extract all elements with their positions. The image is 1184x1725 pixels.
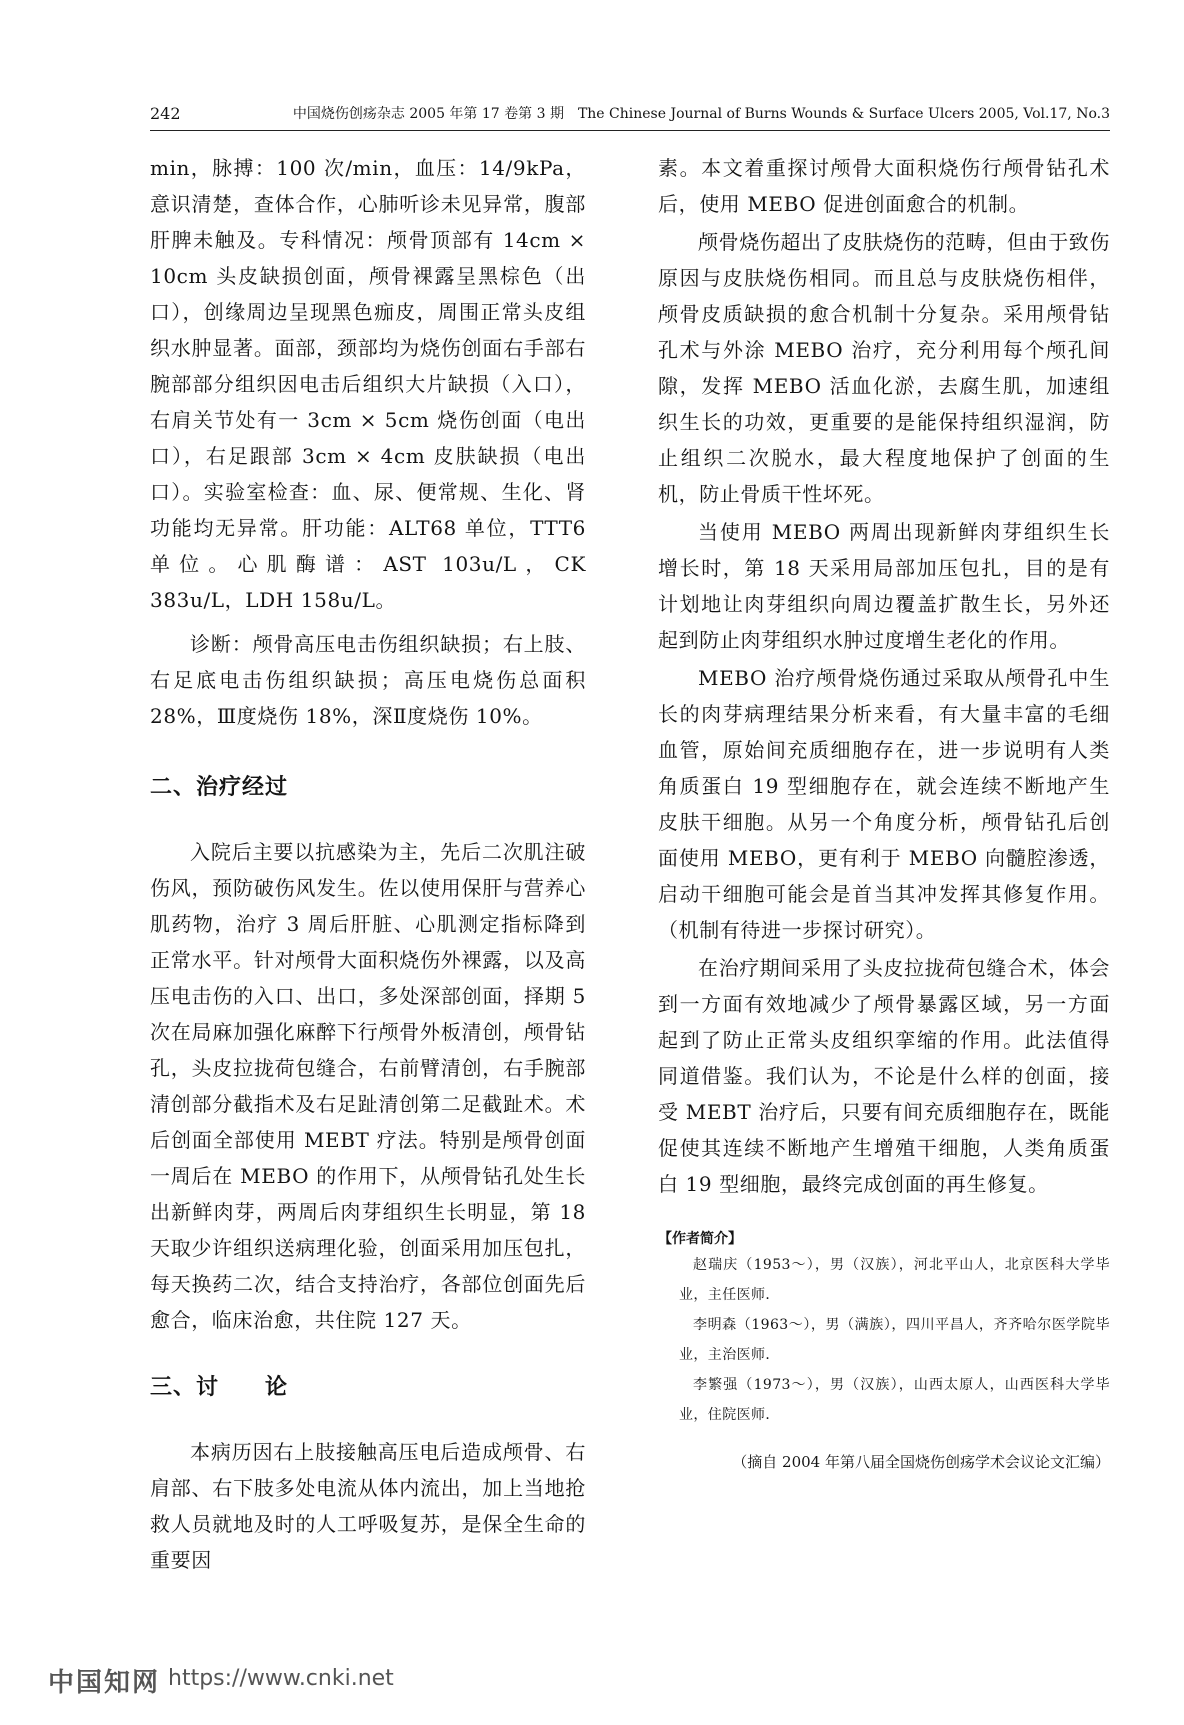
- author-bio-title: 【作者简介】: [658, 1231, 742, 1247]
- treatment-paragraph: 入院后主要以抗感染为主，先后二次肌注破伤风，预防破伤风发生。佐以使用保肝与营养心肌药物，治疗 3 周后肝脏、心肌测定指标降到正常水平。针对颅骨大面积烧伤外裸露，以及高压电击伤的入口、出口，多处深部创面，择期 5 次在局麻加强化麻醉下行颅骨外板清创，颅骨钻孔，头皮拉拢荷包缝合，右前臂清创，右手腕部清创部分截指术及右足趾清创第二足截趾术。术后创面全部使用 MEBT 疗法。特别是颅骨创面一周后在 MEBO 的作用下，从颅骨钻孔处生长出新鲜肉芽，两周后肉芽组织生长明显，第 18 天取少许组织送病理化验，创面采用加压包扎，每天换药二次，结合支持治疗，各部位创面先后愈合，临床治愈，共住院 127 天。: [150, 840, 586, 1332]
- case-findings-paragraph: min，脉搏：100 次/min，血压：14/9kPa，意识清楚，查体合作，心肺听诊未见异常，腹部肝脾未触及。专科情况：颅骨顶部有 14cm × 10cm 头皮缺损创面，颅骨裸露呈黑棕色（出口），创缘周边呈现黑色痂皮，周围正常头皮组织水肿显著。面部，颈部均为烧伤创面右手部右腕部部分组织因电击后组织大片缺损（入口），右肩关节处有一 3cm × 5cm 烧伤创面（电出口），右足跟部 3cm × 4cm 皮肤缺损（电出口）。实验室检查：血、尿、便常规、生化、肾功能均无异常。肝功能：ALT68 单位，TTT6 单位。心肌酶谱：AST 103u/L，CK 383u/L，LDH 158u/L。: [150, 156, 586, 612]
- discussion-paragraph-continued: 素。本文着重探讨颅骨大面积烧伤行颅骨钻孔术后，使用 MEBO 促进创面愈合的机制。: [658, 156, 1110, 216]
- section-heading-treatment: 二、治疗经过: [150, 775, 289, 800]
- discussion-paragraph-5: 在治疗期间采用了头皮拉拢荷包缝合术，体会到一方面有效地减少了颅骨暴露区域，另一方面起到了防止正常头皮组织挛缩的作用。此法值得同道借鉴。我们认为，不论是什么样的创面，接受 MEBT 治疗后，只要有间充质细胞存在，既能促使其连续不断地产生增殖干细胞，人类角质蛋白 19 型细胞，最终完成创面的再生修复。: [658, 956, 1110, 1196]
- author-bio-entry: 李繁强（1973～），男（汉族），山西太原人，山西医科大学毕业，住院医师．: [679, 1377, 1110, 1423]
- author-bio-entry: 李明森（1963～），男（满族），四川平昌人，齐齐哈尔医学院毕业，主治医师．: [679, 1317, 1110, 1363]
- author-bio: [658, 1228, 1110, 1430]
- right-column: [658, 150, 1110, 1474]
- page-number: 242: [150, 104, 181, 123]
- discussion-paragraph-start: 本病历因右上肢接触高压电后造成颅骨、右肩部、右下肢多处电流从体内流出，加上当地抢救人员就地及时的人工呼吸复苏，是保全生命的重要因: [150, 1440, 586, 1572]
- left-column: [150, 150, 586, 1578]
- cnki-url-link[interactable]: https://www.cnki.net: [168, 1666, 394, 1691]
- discussion-paragraph-4: MEBO 治疗颅骨烧伤通过采取从颅骨孔中生长的肉芽病理结果分析来看，有大量丰富的毛细血管，原始间充质细胞存在，进一步说明有人类角质蛋白 19 型细胞存在，就会连续不断地产生皮肤干细胞。从另一个角度分析，颅骨钻孔后创面使用 MEBO，更有利于 MEBO 向髓腔渗透，启动干细胞可能会是首当其冲发挥其修复作用。（机制有待进一步探讨研究）。: [658, 666, 1110, 942]
- journal-title: 中国烧伤创疡杂志 2005 年第 17 卷第 3 期 The Chinese Journal of Burns Wounds & Surface Ulcers 2005, Vol.17, No.3: [292, 106, 1110, 122]
- diagnosis-paragraph: 诊断：颅骨高压电击伤组织缺损；右上肢、右足底电击伤组织缺损；高压电烧伤总面积 28%，Ⅲ度烧伤 18%，深Ⅱ度烧伤 10%。: [150, 632, 586, 728]
- excerpt-note: （摘自 2004 年第八届全国烧伤创疡学术会议论文汇编）: [732, 1453, 1110, 1471]
- section-heading-discussion: 三、讨 论: [150, 1375, 289, 1400]
- discussion-paragraph-3: 当使用 MEBO 两周出现新鲜肉芽组织生长增长时，第 18 天采用局部加压包扎，目的是有计划地让肉芽组织向周边覆盖扩散生长，另外还起到防止肉芽组织水肿过度增生老化的作用。: [658, 520, 1110, 652]
- author-bio-entry: 赵瑞庆（1953～），男（汉族），河北平山人，北京医科大学毕业，主任医师．: [679, 1257, 1110, 1303]
- running-header: [150, 102, 1110, 131]
- cnki-logo: 中国知网: [48, 1668, 161, 1698]
- discussion-paragraph-2: 颅骨烧伤超出了皮肤烧伤的范畴，但由于致伤原因与皮肤烧伤相同。而且总与皮肤烧伤相伴，颅骨皮质缺损的愈合机制十分复杂。采用颅骨钻孔术与外涂 MEBO 治疗，充分利用每个颅孔间隙，发挥 MEBO 活血化淤，去腐生肌，加速组织生长的功效，更重要的是能保持组织湿润，防止组织二次脱水，最大程度地保护了创面的生机，防止骨质干性坏死。: [658, 230, 1110, 506]
